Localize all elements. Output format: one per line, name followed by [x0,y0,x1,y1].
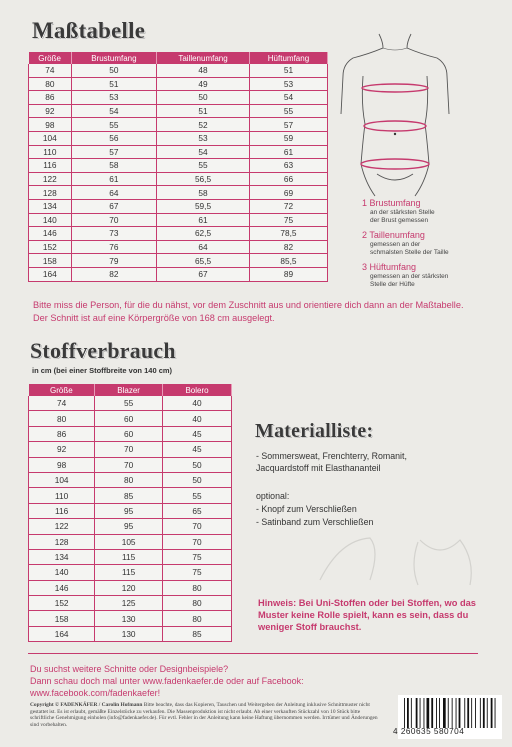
size-table-cell: 51 [157,104,250,118]
fabric-table-row [29,411,232,426]
size-table-cell: 55 [71,118,156,132]
size-table-row [29,118,328,132]
fabric-table-header-row [29,384,232,396]
size-table-cell: 128 [29,186,72,200]
size-table-row [29,186,328,200]
size-table-cell: 158 [29,254,72,268]
fabric-table-subtitle: in cm (bei einer Stoffbreite von 140 cm) [32,366,173,375]
fabric-table-cell: 146 [29,580,95,595]
size-table-cell: 164 [29,267,72,281]
barcode-bar [456,698,457,728]
barcode-bar [487,698,488,728]
size-table-cell: 56 [71,131,156,145]
copyright-text: Bitte beachte, dass das Kopieren, Tauschen und Weitergeben der Anleitung inklusive Schnittmuster nicht gestattet ist. Es ist erlaubt, gemäßte Einzelstücke zu verkaufen. Die Massenproduktion ist nicht erlaubt. Ab einer verkauften Stückzahl von 10 Stück bitte schriftliche Genehmigung einholen (info@fadenkaefer.de). Für evtl. Fehler in der Anleitung kann keine Haftung übernommen werden. Irrtümer und Änderungen sind vorbehalten. [30,702,378,728]
size-table-cell: 122 [29,172,72,186]
size-table [28,52,328,282]
barcode-bar [483,698,485,728]
fabric-table-cell: 74 [29,396,95,411]
size-table-cell: 56,5 [157,172,250,186]
size-table-cell: 69 [249,186,327,200]
fabric-table-row [29,442,232,457]
legend-chest-sub-1: an der stärksten Stelle [370,209,435,216]
fabric-table-cell: 85 [163,626,232,641]
legend-hip-sub-2: Stelle der Hüfte [370,281,415,288]
barcode-bar [480,698,481,728]
fabric-table-cell: 75 [163,549,232,564]
materials-optional-ribbon: - Satinband zum Verschließen [256,517,374,527]
size-table-cell: 116 [29,159,72,173]
barcode-bar [467,698,469,728]
size-table-cell: 52 [157,118,250,132]
fabric-table-cell: 98 [29,457,95,472]
size-table-cell: 62,5 [157,227,250,241]
fabric-table-cell: 158 [29,611,95,626]
fabric-table-cell: 65 [163,503,232,518]
legend-waist-title: 2 Taillenumfang [362,230,425,240]
fabric-table-cell: 152 [29,596,95,611]
size-table-cell: 134 [29,199,72,213]
fabric-table-row [29,457,232,472]
size-table-header-cell: Brustumfang [71,52,156,64]
barcode-bar [475,698,476,728]
size-table-cell: 79 [71,254,156,268]
fabric-table-cell: 134 [29,549,95,564]
garment-sketch-illustration [300,520,500,590]
size-table-row [29,131,328,145]
fabric-table-row [29,503,232,518]
size-table-body [29,64,328,281]
contact-info [30,663,304,699]
barcode-bar [443,698,446,728]
barcode-bar [424,698,425,728]
size-table-cell: 48 [157,64,250,77]
size-table-cell: 86 [29,91,72,105]
size-table-cell: 82 [249,240,327,254]
legend-waist-sub-1: gemessen an der [370,241,421,248]
fabric-table-row [29,580,232,595]
barcode-bar [427,698,430,728]
size-table-row [29,199,328,213]
fabric-table-header-cell: Blazer [95,384,163,396]
size-table-cell: 53 [249,77,327,91]
size-table-header-row [29,52,328,64]
size-table-row [29,254,328,268]
fabric-table-row [29,519,232,534]
barcode-bar [464,698,465,728]
size-table-cell: 55 [249,104,327,118]
fabric-table-body [29,396,232,642]
size-table-cell: 53 [71,91,156,105]
fabric-table-cell: 128 [29,534,95,549]
size-table-row [29,267,328,281]
barcode-bar [411,698,412,728]
size-table-cell: 51 [249,64,327,77]
size-table-row [29,213,328,227]
size-table-title: Maßtabelle [32,18,146,43]
fabric-table-header-cell: Größe [29,384,95,396]
barcode-bar [436,698,437,728]
legend-waist [362,230,482,257]
fabric-table-title: Stoffverbrauch [30,338,176,363]
legend-waist-sub-2: schmalsten Stelle der Taille [370,249,449,256]
legend-chest-sub-2: der Brust gemessen [370,217,429,224]
barcode-number: 4 260635 580704 [393,727,465,736]
fabric-table-cell: 80 [163,611,232,626]
size-table-cell: 63 [249,159,327,173]
fabric-table-cell: 115 [95,549,163,564]
fabric-table-cell: 130 [95,611,163,626]
barcode-bar [471,698,472,728]
size-table-cell: 152 [29,240,72,254]
fabric-table-cell: 60 [95,426,163,441]
fabric-table-cell: 50 [163,472,232,487]
size-table-cell: 55 [157,159,250,173]
fabric-table-cell: 85 [95,488,163,503]
body-measurement-figure [335,24,455,204]
fabric-table-row [29,549,232,564]
materials-item-fabric: - Sommersweat, Frenchterry, Romanit, Jacquardstoff mit Elasthananteil [256,451,407,473]
contact-line-1: Du suchst weitere Schnitte oder Designbeispiele? [30,664,229,674]
size-table-cell: 75 [249,213,327,227]
size-table-cell: 49 [157,77,250,91]
legend-hip-sub-1: gemessen an der stärksten [370,273,449,280]
size-table-cell: 104 [29,131,72,145]
fabric-table-cell: 70 [95,457,163,472]
size-table-cell: 50 [157,91,250,105]
fabric-table-header-cell: Bolero [163,384,232,396]
size-table-cell: 78,5 [249,227,327,241]
size-table-header-cell: Hüftumfang [249,52,327,64]
fabric-table-cell: 80 [163,596,232,611]
size-table-cell: 110 [29,145,72,159]
fabric-table-cell: 95 [95,503,163,518]
size-table-cell: 54 [157,145,250,159]
size-table-cell: 82 [71,267,156,281]
size-table-cell: 140 [29,213,72,227]
size-table-row [29,159,328,173]
fabric-table-cell: 116 [29,503,95,518]
fabric-table-cell: 60 [95,411,163,426]
fabric-table-cell: 86 [29,426,95,441]
size-table-row [29,172,328,186]
fabric-table-cell: 140 [29,565,95,580]
size-table-cell: 66 [249,172,327,186]
fabric-table-cell: 75 [163,565,232,580]
size-table-cell: 64 [71,186,156,200]
size-table-cell: 67 [157,267,250,281]
size-table-row [29,227,328,241]
size-table-cell: 146 [29,227,72,241]
fabric-table-cell: 110 [29,488,95,503]
copyright-notice [30,702,380,728]
fabric-table-cell: 80 [163,580,232,595]
size-table-cell: 74 [29,64,72,77]
size-table-cell: 61 [157,213,250,227]
size-table-row [29,64,328,77]
fabric-table-cell: 40 [163,411,232,426]
fabric-table-cell: 45 [163,442,232,457]
footer-divider [28,653,478,654]
size-table-cell: 65,5 [157,254,250,268]
fabric-table-cell: 122 [29,519,95,534]
fabric-table-cell: 50 [163,457,232,472]
size-table-cell: 73 [71,227,156,241]
materials-optional-button: - Knopf zum Verschließen [256,504,357,514]
size-table-cell: 57 [71,145,156,159]
fabric-table-row [29,565,232,580]
size-table-cell: 59,5 [157,199,250,213]
fabric-table-row [29,426,232,441]
size-table-cell: 50 [71,64,156,77]
barcode-bar [416,698,418,728]
fabric-table-cell: 115 [95,565,163,580]
size-table-cell: 80 [29,77,72,91]
legend-chest-title: 1 Brustumfang [362,198,421,208]
contact-line-2: Dann schau doch mal unter www.fadenkaefer.de oder auf Facebook: [30,676,304,686]
barcode-bar [459,698,461,728]
size-table-row [29,91,328,105]
materials-optional-label: optional: [256,491,290,501]
fabric-table-cell: 95 [95,519,163,534]
materials-title: Materialliste: [255,420,374,442]
size-table-row [29,104,328,118]
measurement-note-line-1: Bitte miss die Person, für die du nähst, vor dem Zuschnitt aus und orientiere dich dann an der Maßtabelle. [33,300,464,310]
fabric-table-cell: 45 [163,426,232,441]
legend-chest [362,198,482,225]
legend-hip [362,262,482,289]
barcode-bar [491,698,493,728]
fabric-table-row [29,626,232,641]
fabric-table-row [29,611,232,626]
barcode-bar [495,698,496,728]
barcode-bar [407,698,409,728]
facebook-link[interactable]: www.facebook.com/fadenkaefer! [30,688,161,698]
size-table-cell: 54 [71,104,156,118]
size-table-cell: 58 [157,186,250,200]
size-table-header-cell: Taillenumfang [157,52,250,64]
fabric-table-cell: 80 [29,411,95,426]
size-table-cell: 61 [249,145,327,159]
fabric-table-cell: 105 [95,534,163,549]
size-table-cell: 89 [249,267,327,281]
fabric-table-row [29,534,232,549]
fabric-table-cell: 70 [163,519,232,534]
fabric-table-cell: 104 [29,472,95,487]
size-table-cell: 53 [157,131,250,145]
barcode-bar [420,698,421,728]
size-table-header-cell: Größe [29,52,72,64]
size-table-cell: 57 [249,118,327,132]
size-table-cell: 98 [29,118,72,132]
fabric-table-cell: 130 [95,626,163,641]
fabric-table-cell: 92 [29,442,95,457]
barcode-bar [404,698,405,728]
size-table-cell: 59 [249,131,327,145]
fabric-table [28,384,232,642]
size-table-cell: 58 [71,159,156,173]
fabric-table-row [29,596,232,611]
fabric-table-cell: 70 [163,534,232,549]
size-table-cell: 76 [71,240,156,254]
size-table-cell: 51 [71,77,156,91]
size-table-cell: 72 [249,199,327,213]
fabric-table-cell: 70 [95,442,163,457]
legend-hip-title: 3 Hüftumfang [362,262,417,272]
fabric-table-row [29,472,232,487]
size-table-row [29,145,328,159]
size-table-row [29,77,328,91]
measurement-note-line-2: Der Schnitt ist auf eine Körpergröße von 168 cm ausgelegt. [33,313,275,323]
size-table-cell: 85,5 [249,254,327,268]
barcode-bar [439,698,440,728]
size-table-cell: 54 [249,91,327,105]
fabric-hint: Hinweis: Bei Uni-Stoffen oder bei Stoffen, wo das Muster keine Rolle spielt, kann es sein, dass du weniger Stoff brauchst. [258,598,476,632]
size-table-row [29,240,328,254]
fabric-table-cell: 80 [95,472,163,487]
size-table-cell: 67 [71,199,156,213]
size-table-cell: 92 [29,104,72,118]
barcode-bar [448,698,449,728]
size-table-cell: 70 [71,213,156,227]
fabric-table-cell: 164 [29,626,95,641]
size-table-cell: 64 [157,240,250,254]
measurement-note [33,299,503,325]
fabric-table-row [29,488,232,503]
size-table-cell: 61 [71,172,156,186]
fabric-table-row [29,396,232,411]
fabric-table-cell: 55 [95,396,163,411]
fabric-table-cell: 120 [95,580,163,595]
fabric-table-cell: 40 [163,396,232,411]
barcode-bar [452,698,453,728]
fabric-table-cell: 125 [95,596,163,611]
fabric-table-cell: 55 [163,488,232,503]
barcode-bar [431,698,433,728]
copyright-lead: Copyright © FADENKÄFER / Carolin Hofmann [30,702,143,708]
